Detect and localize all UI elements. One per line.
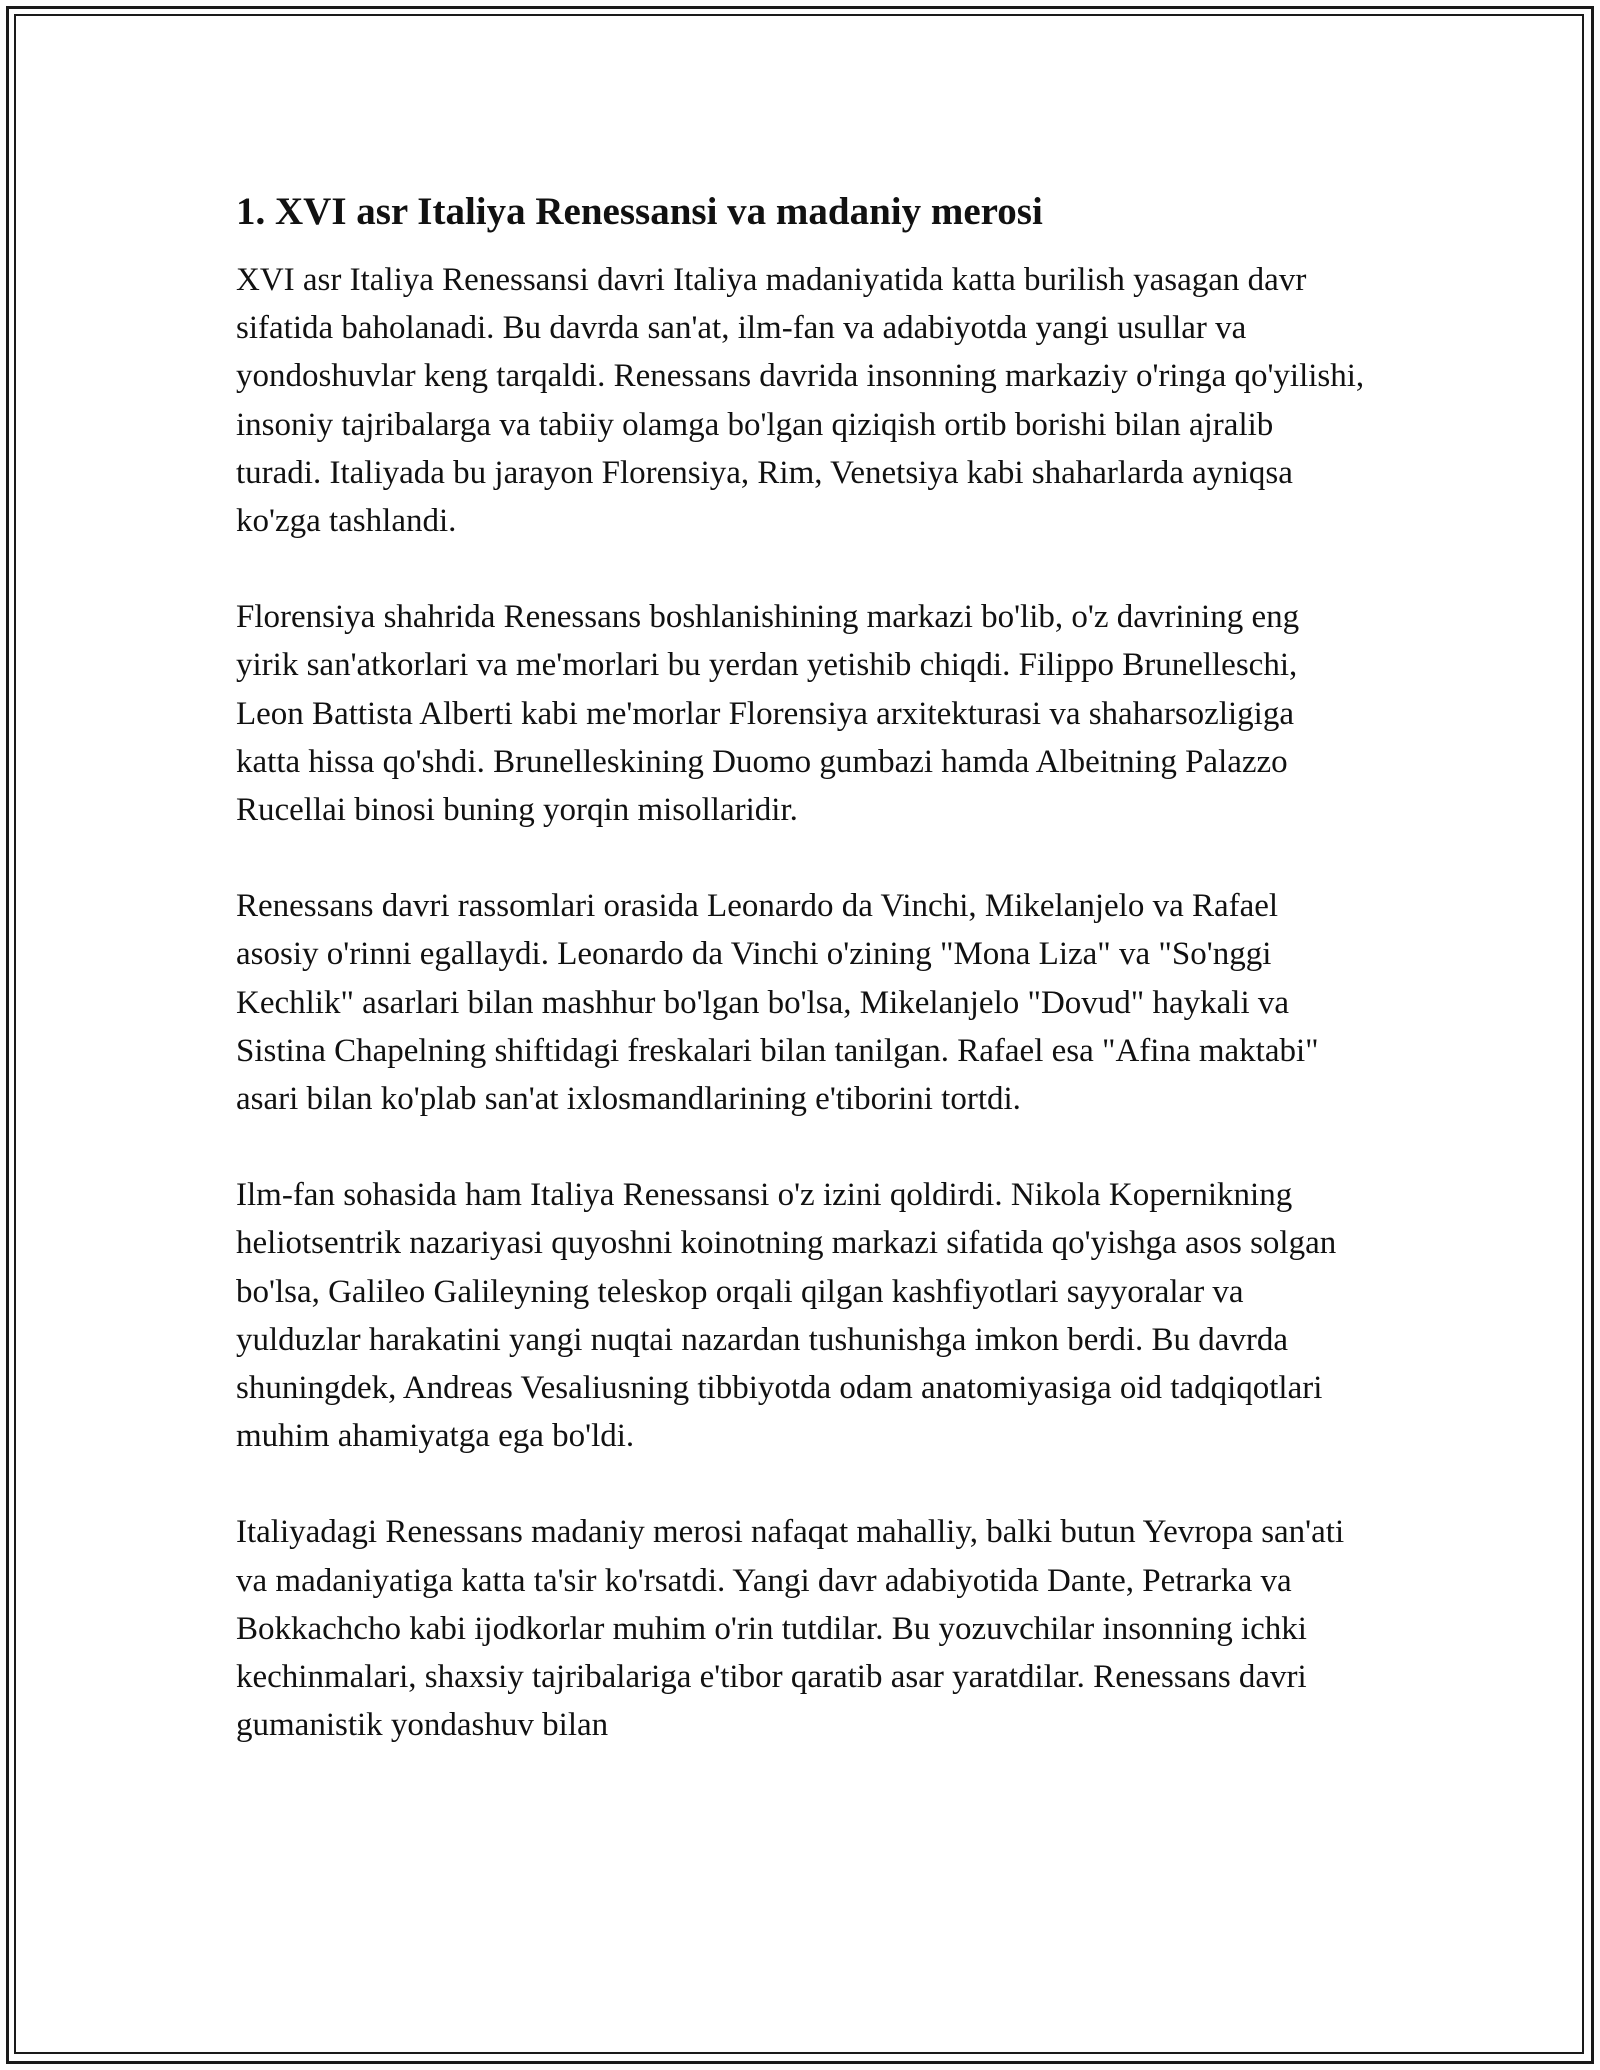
section-heading: 1. XVI asr Italiya Renessansi va madaniy merosi xyxy=(236,190,1043,233)
paragraph-painters: Renessans davri rassomlari orasida Leonardo da Vinchi, Mikelanjelo va Rafael asosiy o'rinni egallaydi. Leonardo da Vinchi o'zining "Mona Liza" va "So'nggi Kechlik" asarlari bilan mashhur bo'lgan bo'lsa, Mikelanjelo "Dovud" haykali va Sistina Chapelning shiftidagi freskalari bilan tanilgan. Rafael esa "Afina maktabi" asari bilan ko'plab san'at ixlosmandlarining e'tiborini tortdi. xyxy=(236,888,1319,1118)
document-page xyxy=(236,186,1366,1749)
paragraph-science: Ilm-fan sohasida ham Italiya Renessansi o'z izini qoldirdi. Nikola Kopernikning heliotsentrik nazariyasi quyoshni koinotning markazi sifatida qo'yishga asos solgan bo'lsa, Galileo Galileyning teleskop orqali qilgan kashfiyotlari sayyoralar va yulduzlar harakatini yangi nuqtai nazardan tushunishga imkon berdi. Bu davrda shuningdek, Andreas Vesaliusning tibbiyotda odam anatomiyasiga oid tadqiqotlari muhim ahamiyatga ega bo'ldi. xyxy=(236,1177,1337,1455)
paragraph-legacy: Italiyadagi Renessans madaniy merosi nafaqat mahalliy, balki butun Yevropa san'ati va madaniyatiga katta ta'sir ko'rsatdi. Yangi davr adabiyotida Dante, Petrarka va Bokkachcho kabi ijodkorlar muhim o'rin tutdilar. Bu yozuvchilar insonning ichki kechinmalari, shaxsiy tajribalariga e'tibor qaratib asar yaratdilar. Renessans davri gumanistik yondashuv bilan xyxy=(236,1514,1345,1744)
paragraph-florence: Florensiya shahrida Renessans boshlanishining markazi bo'lib, o'z davrining eng yirik san'atkorlari va me'morlari bu yerdan yetishib chiqdi. Filippo Brunelleschi, Leon Battista Alberti kabi me'morlar Florensiya arxitekturasi va shaharsozligiga katta hissa qo'shdi. Brunelleskining Duomo gumbazi hamda Albeitning Palazzo Rucellai binosi buning yorqin misollaridir. xyxy=(236,599,1300,829)
paragraph-intro: XVI asr Italiya Renessansi davri Italiya madaniyatida katta burilish yasagan davr sifatida baholanadi. Bu davrda san'at, ilm-fan va adabiyotda yangi usullar va yondoshuvlar keng tarqaldi. Renessans davrida insonning markaziy o'ringa qo'yilishi, insoniy tajribalarga va tabiiy olamga bo'lgan qiziqish ortib borishi bilan ajralib turadi. Italiyada bu jarayon Florensiya, Rim, Venetsiya kabi shaharlarda ayniqsa ko'zga tashlandi. xyxy=(236,262,1365,540)
